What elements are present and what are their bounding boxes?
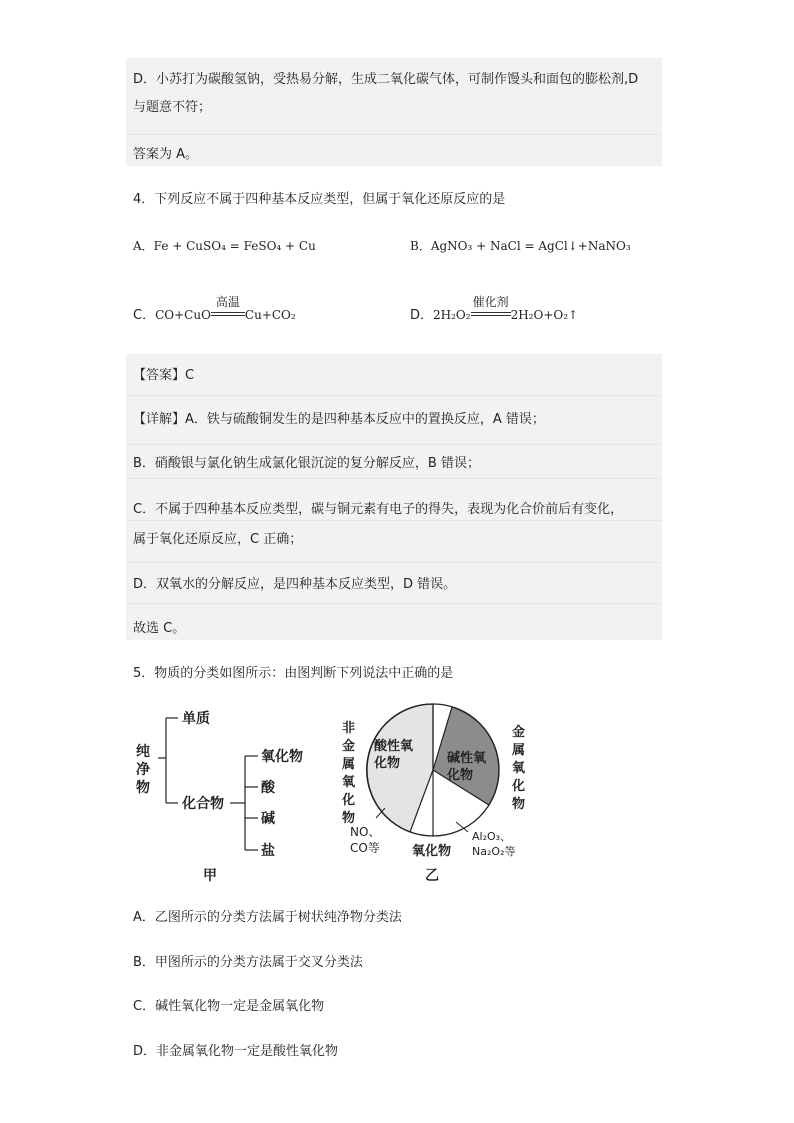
acidic-line2: 化物 — [374, 756, 401, 771]
q4-conclusion: 故选 C。 — [133, 621, 186, 636]
tree-leaf: 酸 — [261, 780, 275, 796]
condition-text: 高温 — [215, 295, 240, 309]
vertical-char: 氧 — [512, 761, 526, 776]
tree-root-char: 纯 — [136, 744, 150, 760]
vertical-char: 非 — [342, 721, 356, 736]
q4-option-d — [410, 295, 579, 323]
figure-jia-tree — [130, 700, 320, 890]
option-c-products: Cu+CO₂ — [244, 308, 296, 322]
option-d-products: 2H₂O+O₂↑ — [510, 308, 579, 322]
q4-option-b: B．AgNO₃ + NaCl = AgCl↓+NaNO₃ — [410, 239, 631, 253]
tree-root-char: 净 — [136, 762, 150, 778]
vertical-char: 属 — [512, 743, 526, 758]
q4-detail-c-line1: C．不属于四种基本反应类型，碳与铜元素有电子的得失，表现为化合价前后有变化， — [133, 502, 624, 517]
no-co-line2: CO等 — [350, 841, 380, 855]
tree-leaf: 碱 — [261, 811, 275, 827]
reaction-condition — [471, 295, 511, 322]
left-vertical-label — [341, 720, 356, 826]
q4-option-c — [133, 295, 296, 323]
vertical-char: 化 — [512, 779, 526, 794]
vertical-char: 化 — [342, 793, 356, 808]
basic-line1: 碱性氧 — [447, 751, 487, 766]
equals-bar — [211, 312, 245, 316]
divider — [126, 134, 662, 135]
tree-branch-elements: 单质 — [182, 711, 210, 727]
no-co-line1: NO、 — [350, 825, 381, 839]
q3-option-d-line1: D．小苏打为碳酸氢钠，受热易分解，生成二氧化碳气体，可制作馒头和面包的膨松剂,D — [133, 72, 639, 87]
option-d-reactants: 2H₂O₂ — [433, 308, 471, 322]
vertical-char: 物 — [512, 797, 526, 812]
divider — [126, 562, 662, 563]
tree-leaf: 氧化物 — [261, 749, 303, 765]
q4-answer-block — [126, 354, 662, 640]
vertical-char: 金 — [342, 739, 356, 754]
vertical-char: 物 — [342, 811, 356, 826]
q4-detail-c-line2: 属于氧化还原反应，C 正确； — [133, 532, 303, 547]
divider — [126, 603, 662, 604]
vertical-char: 金 — [512, 725, 526, 740]
q5-option-b: B．甲图所示的分类方法属于交叉分类法 — [133, 955, 363, 970]
option-c-reactants: CO+CuO — [155, 308, 211, 322]
right-vertical-label — [511, 724, 526, 812]
al-na-line1: Al₂O₃、 — [472, 830, 512, 843]
figure-yi-pie — [330, 700, 540, 890]
q5-option-d: D．非金属氧化物一定是酸性氧化物 — [133, 1044, 339, 1059]
acidic-line1: 酸性氧 — [374, 739, 414, 754]
equals-bar — [471, 312, 511, 316]
figure-caption-yi: 乙 — [425, 868, 439, 884]
basic-line2: 化物 — [447, 768, 474, 783]
tree-root-char: 物 — [136, 780, 150, 796]
oxide-center-label: 氧化物 — [412, 844, 452, 859]
no-co-label — [350, 825, 380, 855]
divider — [126, 520, 662, 521]
q4-detail-d: D．双氧水的分解反应，是四种基本反应类型，D 错误。 — [133, 577, 457, 592]
q3-answer: 答案为 A。 — [133, 147, 199, 162]
q5-stem: 5．物质的分类如图所示：由图判断下列说法中正确的是 — [133, 666, 454, 681]
divider — [126, 395, 662, 396]
option-c-label: C． — [133, 308, 156, 323]
option-d-label: D． — [410, 308, 434, 323]
divider — [126, 444, 662, 445]
vertical-char: 氧 — [342, 775, 356, 790]
q3-option-d-line2: 与题意不符； — [133, 100, 212, 115]
al-na-line2: Na₂O₂等 — [472, 845, 516, 858]
q4-detail-a: 【详解】A．铁与硫酸铜发生的是四种基本反应中的置换反应，A 错误； — [133, 412, 545, 427]
vertical-char: 属 — [342, 757, 356, 772]
figure-caption-jia: 甲 — [203, 868, 217, 884]
divider — [126, 478, 662, 479]
q5-option-a: A．乙图所示的分类方法属于树状纯净物分类法 — [133, 910, 402, 925]
al-na-label — [472, 830, 515, 858]
reaction-condition — [211, 295, 245, 322]
q4-answer: 【答案】C — [133, 368, 195, 383]
q4-option-a: A．Fe + CuSO₄ = FeSO₄ + Cu — [133, 239, 316, 253]
q5-option-c: C．碱性氧化物一定是金属氧化物 — [133, 999, 325, 1014]
q4-detail-b: B．硝酸银与氯化钠生成氯化银沉淀的复分解反应，B 错误； — [133, 456, 480, 471]
tree-leaf: 盐 — [261, 843, 275, 859]
q4-stem: 4．下列反应不属于四种基本反应类型，但属于氧化还原反应的是 — [133, 192, 506, 207]
tree-branch-compounds: 化合物 — [182, 796, 224, 812]
condition-text: 催化剂 — [472, 295, 509, 309]
